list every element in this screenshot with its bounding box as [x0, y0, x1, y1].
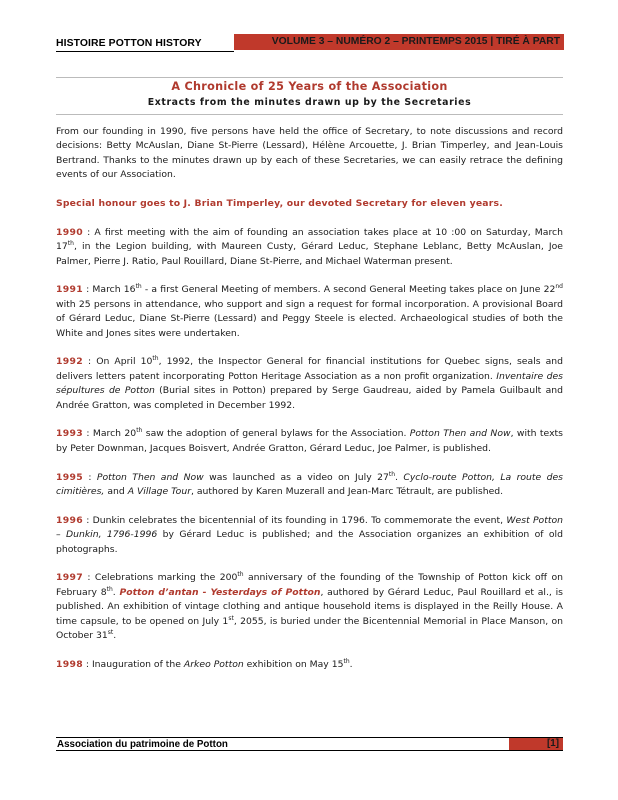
entry-text: : Inauguration of the	[82, 658, 184, 670]
publication-title: West Potton – Dunkin, 1796-1996	[56, 514, 563, 541]
entry-text: , in the Legion building, with Maureen Custy, Gérard Leduc, Stephane Leblanc, Betty McAuslan, Joe Palmer, Pierre J. Ratio, Paul Rouillard, Diane St-Pierre, and Michael Waterman present.	[56, 241, 563, 267]
publication-title-highlight: Potton d’antan - Yesterdays of Potton	[119, 586, 321, 598]
year-label: 1995	[56, 471, 83, 483]
entry-text: .	[349, 658, 353, 670]
year-label: 1992	[56, 356, 83, 368]
publication-title: Potton Then and Now	[96, 471, 204, 483]
entry-text: (Burial sites in Potton) prepared by Serge Gaudreau, aided by Pamela Guilbault and Andrée Gratton, was completed in December 1992.	[56, 385, 563, 411]
ordinal-suffix: th	[136, 427, 143, 435]
entry-text: .	[112, 586, 120, 598]
footer-page-number: [1]	[509, 737, 563, 751]
footer-organization-name: Association du patrimoine de Potton	[56, 737, 509, 751]
entry-text: and	[104, 486, 128, 498]
article-body	[56, 125, 563, 687]
entry-1995	[56, 471, 563, 500]
entry-text: saw the adoption of general bylaws for the Association.	[142, 428, 410, 440]
entry-text: , with texts by Peter Downman, Jacques Boisvert, Andrée Gratton, Gérard Leduc, Joe Palmer, is published.	[56, 428, 564, 454]
entry-text: , 2055, is buried under the Bicentennial Memorial in Place Manson, on October 31	[56, 615, 563, 642]
title-top-rule	[56, 77, 563, 78]
entry-1998	[56, 658, 563, 672]
ordinal-suffix: th	[237, 571, 244, 579]
entry-text: , authored by Gérard Leduc, Paul Rouillard et al., is published. An exhibition of vintage clothing and antique household items is displayed in the Reilly House. A time capsule, to be opened on July 1	[56, 586, 563, 627]
title-bottom-rule	[56, 114, 563, 115]
ordinal-suffix: nd	[555, 283, 563, 291]
entry-text: anniversary of the founding of the Township of Potton kick off on February 8	[56, 572, 563, 598]
ordinal-suffix: th	[135, 283, 142, 291]
entry-text: : On April 10	[82, 356, 153, 368]
entry-text: - a first General Meeting of members. A second General Meeting takes place on June 22	[141, 284, 556, 296]
entry-1992	[56, 355, 563, 413]
year-label: 1998	[56, 658, 83, 670]
publication-title: Cyclo-route Potton, La route des cimitières,	[56, 471, 564, 498]
ordinal-suffix: st	[228, 614, 234, 622]
year-label: 1997	[56, 572, 83, 584]
header-issue-banner: VOLUME 3 – NUMÉRO 2 – PRINTEMPS 2015 | TIRÉ À PART	[234, 34, 564, 50]
year-label: 1990	[56, 226, 83, 238]
entry-text: : Celebrations marking the 200	[82, 572, 238, 584]
header-publication-name: HISTOIRE POTTON HISTORY	[56, 38, 234, 52]
article-title: A Chronicle of 25 Years of the Association	[171, 80, 448, 93]
ordinal-suffix: th	[106, 585, 113, 593]
entry-1990	[56, 226, 563, 269]
year-label: 1991	[56, 284, 83, 296]
entry-text: , 1992, the Inspector General for financial institutions for Quebec signs, seals and delivers letters patent incorporating Potton Heritage Association as a non profit organization.	[56, 356, 563, 382]
entry-1991	[56, 283, 563, 341]
ordinal-suffix: th	[388, 470, 395, 478]
publication-title: Inventaire des sépultures de Potton	[56, 370, 563, 397]
entry-text: :	[82, 471, 97, 483]
entry-text: .	[113, 630, 117, 642]
ordinal-suffix: th	[67, 240, 74, 248]
year-label: 1993	[56, 428, 83, 440]
entry-text: , authored by Karen Muzerall and Jean-Marc Tétrault, are published.	[191, 486, 504, 498]
entry-text: was launched as a video on July 27	[203, 471, 389, 483]
entry-text: exhibition on May 15	[243, 658, 344, 670]
intro-paragraph: From our founding in 1990, five persons have held the office of Secretary, to note discussions and record decisions: Betty McAuslan, Diane St-Pierre (Lessard), Hélène Arcouette, J. Brian Timperley, and Jean-Louis Bertrand. Thanks to the minutes drawn up by each of these Secretaries, we can easily retrace the defining events of our Association.	[56, 126, 563, 181]
entry-1996	[56, 514, 563, 557]
entry-text: with 25 persons in attendance, who support and sign a request for formal incorporation. A provisional Board of Gérard Leduc, Diane St-Pierre (Lessard) and Peggy Steele is elected. Archaeological studies of both the White and Jones sites were undertaken.	[56, 298, 563, 339]
ordinal-suffix: th	[152, 355, 159, 363]
special-honour-line: Special honour goes to J. Brian Timperley, our devoted Secretary for eleven years.	[56, 198, 503, 210]
ordinal-suffix: st	[107, 629, 114, 637]
entry-text: : March 16	[82, 284, 136, 296]
entry-1997	[56, 571, 563, 643]
publication-title: A Village Tour	[127, 486, 191, 498]
entry-text: : Dunkin celebrates the bicentennial of its founding in 1796. To commemorate the event,	[82, 514, 507, 526]
entry-text: : March 20	[82, 428, 137, 440]
entry-text: by Gérard Leduc is published; and the Association organizes an exhibition of old photographs.	[56, 529, 563, 555]
entry-text: .	[395, 471, 404, 483]
ordinal-suffix: th	[343, 657, 350, 665]
article-subtitle: Extracts from the minutes drawn up by the Secretaries	[147, 97, 472, 108]
entry-1993	[56, 427, 563, 456]
publication-title: Arkeo Potton	[183, 658, 244, 670]
entry-text: : A first meeting with the aim of founding an association takes place at 10 :00 on Saturday, March 17	[56, 226, 563, 253]
year-label: 1996	[56, 514, 83, 526]
publication-title: Potton Then and Now	[409, 428, 511, 440]
